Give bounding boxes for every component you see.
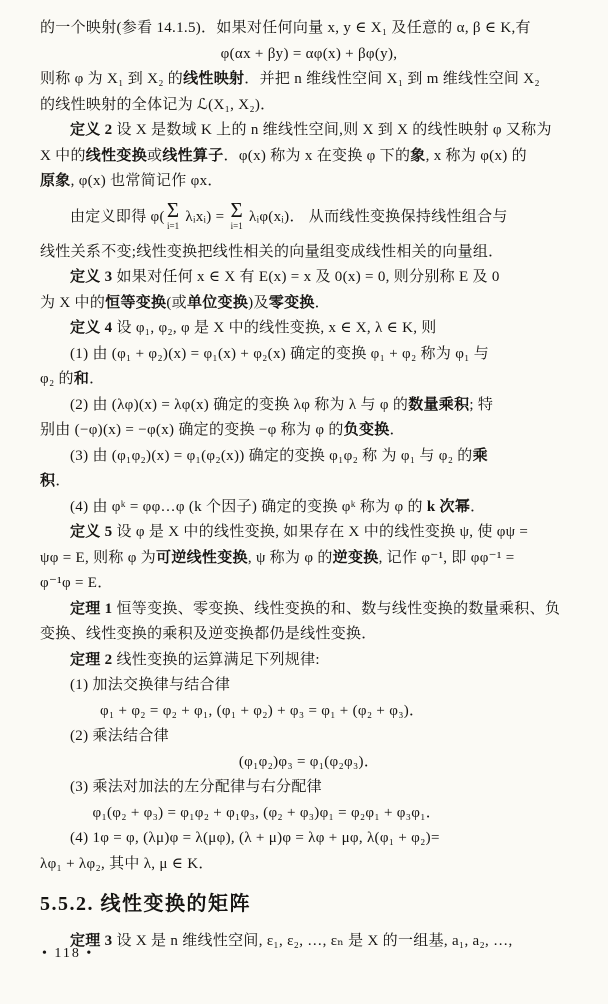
text-segment: φ₁ + φ₂ = φ₂ + φ₁, (φ₁ + φ₂) + φ₃ = φ₁ + (φ₂ + φ₃)． <box>100 702 425 719</box>
text-segment: , φ(x) 也常简记作 φx． <box>70 173 223 189</box>
text-line <box>40 240 578 266</box>
text-segment: , ψ 称为 φ 的 <box>247 549 333 566</box>
text-line <box>40 393 578 419</box>
text-segment: 原象 <box>40 173 71 189</box>
text-segment: )及 <box>248 294 269 311</box>
text-line <box>40 16 578 42</box>
text-segment: 定义 3 <box>70 269 113 285</box>
text-line <box>40 724 578 750</box>
text-segment: ． <box>314 294 330 311</box>
text-segment: 线性映射 <box>183 71 245 87</box>
text-line <box>40 801 578 827</box>
text-segment: X 中的 <box>40 147 86 164</box>
text-segment: λφ₁ + λφ₂, 其中 λ, μ ∈ K． <box>40 855 214 872</box>
text-segment: φ₁(φ₂ + φ₃) = φ₁φ₂ + φ₁φ₃, (φ₂ + φ₃)φ₁ = φ₂φ₁ + φ₃φ₁． <box>92 804 442 821</box>
text-segment: 线性算子 <box>162 147 224 164</box>
text-segment: 定理 2 <box>70 651 113 668</box>
text-segment: 5.5.2. 线性变换的矩阵 <box>40 893 251 915</box>
text-segment: 负变换 <box>343 422 390 438</box>
text-line <box>40 520 578 546</box>
text-segment: (φ₁φ₂)φ₃ = φ₁(φ₂φ₃)． <box>238 753 380 770</box>
text-line <box>40 750 578 776</box>
text-segment: 单位变换 <box>186 294 249 311</box>
text-segment: ． <box>389 422 405 438</box>
text-segment: 则称 φ 为 X₁ 到 X₂ 的 <box>40 71 184 87</box>
text-segment: λᵢxᵢ) = <box>181 208 229 225</box>
text-line <box>40 118 578 144</box>
text-line <box>40 622 578 648</box>
text-segment: (4) 由 φᵏ = φφ…φ (k 个因子) 确定的变换 φᵏ 称为 φ 的 <box>70 498 427 515</box>
text-line <box>40 418 578 444</box>
text-segment: 定义 4 <box>70 320 113 336</box>
text-line <box>40 342 578 368</box>
page-body <box>40 16 578 955</box>
text-segment: ．φ(x) 称为 x 在变换 φ 下的 <box>223 147 411 164</box>
text-segment: 为 X 中的 <box>40 294 106 311</box>
text-segment: (或 <box>166 294 187 311</box>
text-segment: 线性变换的运算满足下列规律: <box>112 651 320 668</box>
text-segment: ． <box>55 473 71 489</box>
text-segment: (4) 1φ = φ, (λμ)φ = λ(μφ), (λ + μ)φ = λφ + μφ, λ(φ₁ + φ₂)= <box>70 830 440 846</box>
text-segment: 线性变换 <box>85 147 147 164</box>
section-heading <box>40 889 578 919</box>
text-line <box>40 195 578 240</box>
text-segment: φ⁻¹φ = E． <box>40 575 113 591</box>
text-line <box>40 852 578 878</box>
text-segment: ． <box>470 498 486 515</box>
text-line <box>40 648 578 674</box>
text-line <box>40 571 578 597</box>
text-segment: 象 <box>410 147 426 164</box>
text-segment: 零变换 <box>268 294 315 311</box>
text-line <box>40 316 578 342</box>
page-number: • 118 • <box>42 946 94 961</box>
text-segment: ． <box>89 371 105 387</box>
text-segment: , x 称为 φ(x) 的 <box>425 147 527 164</box>
text-segment: 乘 <box>472 447 488 464</box>
text-line <box>40 495 578 521</box>
text-segment: 定理 3 <box>70 933 113 949</box>
text-segment: 或 <box>147 147 163 164</box>
text-segment: 变换、线性变换的乘积及逆变换都仍是线性变换． <box>40 626 377 642</box>
text-line <box>40 673 578 699</box>
text-line <box>40 144 578 170</box>
text-line <box>40 169 578 195</box>
text-segment: 定义 5 <box>70 524 113 540</box>
text-line <box>40 775 578 801</box>
text-line <box>40 597 578 623</box>
text-segment: 积 <box>40 473 56 489</box>
text-segment: 和 <box>73 371 90 387</box>
text-line <box>40 699 578 725</box>
text-segment: 由定义即得 φ( <box>70 208 165 225</box>
summation-symbol: Σ i=1 <box>230 197 243 231</box>
text-segment: ．并把 n 维线性空间 X₁ 到 m 维线性空间 X₂ <box>244 71 540 87</box>
text-line <box>40 265 578 291</box>
text-line <box>40 291 578 317</box>
text-segment: 恒等变换、零变换、线性变换的和、数与线性变换的数量乘积、负 <box>112 600 561 617</box>
text-segment: (1) 由 (φ₁ + φ₂)(x) = φ₁(x) + φ₂(x) 确定的变换 φ₁ + φ₂ 称为 φ₁ 与 <box>70 345 490 362</box>
text-segment: 定理 1 <box>70 600 113 617</box>
text-segment: φ(αx + βy) = αφ(x) + βφ(y), <box>220 45 398 62</box>
text-segment: (2) 由 (λφ)(x) = λφ(x) 确定的变换 λφ 称为 λ 与 φ 的 <box>70 396 409 413</box>
text-segment: 别由 (−φ)(x) = −φ(x) 确定的变换 −φ 称为 φ 的 <box>40 422 344 438</box>
text-line <box>40 469 578 495</box>
text-segment: (3) 乘法对加法的左分配律与右分配律 <box>70 779 322 795</box>
text-segment: ψφ = E, 则称 φ 为 <box>40 549 157 566</box>
text-segment: , 记作 φ⁻¹, 即 φφ⁻¹ = <box>378 549 515 566</box>
text-segment: 定义 2 <box>70 122 113 138</box>
text-segment: 设 φ 是 X 中的线性变换, 如果存在 X 中的线性变换 ψ, 使 φψ = <box>112 524 529 540</box>
summation-symbol: Σ i=1 <box>166 197 180 231</box>
text-line <box>40 546 578 572</box>
text-segment: ; 特 <box>469 396 494 413</box>
text-line <box>40 67 578 93</box>
text-segment: 线性关系不变;线性变换把线性相关的向量组变成线性相关的向量组． <box>40 243 504 260</box>
text-line <box>40 444 578 470</box>
text-segment: 的线性映射的全体记为 ℒ(X₁, X₂)． <box>40 96 276 113</box>
text-segment: (3) 由 (φ₁φ₂)(x) = φ₁(φ₂(x)) 确定的变换 φ₁φ₂ 称 为 φ₁ 与 φ₂ 的 <box>70 447 473 464</box>
text-line <box>40 929 578 955</box>
text-line <box>40 93 578 119</box>
text-segment: 设 X 是 n 维线性空间, ε₁, ε₂, …, εₙ 是 X 的一组基, a₁, a₂, …, <box>112 933 513 949</box>
text-segment: 恒等变换 <box>105 294 167 311</box>
text-line <box>40 367 578 393</box>
text-segment: 逆变换 <box>332 549 379 566</box>
text-segment: 如果对任何 x ∈ X 有 E(x) = x 及 0(x) = 0, 则分别称 E 及 0 <box>112 269 500 285</box>
text-segment: 设 φ₁, φ₂, φ 是 X 中的线性变换, x ∈ X, λ ∈ K, 则 <box>112 320 437 336</box>
text-segment: (2) 乘法结合律 <box>70 728 169 744</box>
text-segment: 的一个映射(参看 14.1.5)．如果对任何向量 x, y ∈ X₁ 及任意的 α, β ∈ K,有 <box>40 20 531 36</box>
text-segment: (1) 加法交换律与结合律 <box>70 677 231 693</box>
text-segment: k 次幂 <box>426 498 471 515</box>
text-segment: λᵢφ(xᵢ)． 从而线性变换保持线性组合与 <box>244 208 508 225</box>
text-segment: φ₂ 的 <box>40 371 74 387</box>
text-segment: 可逆线性变换 <box>156 549 248 566</box>
text-segment: 数量乘积 <box>408 396 470 413</box>
text-line <box>40 826 578 852</box>
text-segment: 设 X 是数域 K 上的 n 维线性空间,则 X 到 X 的线性映射 φ 又称为 <box>112 122 552 138</box>
text-line <box>40 42 578 68</box>
